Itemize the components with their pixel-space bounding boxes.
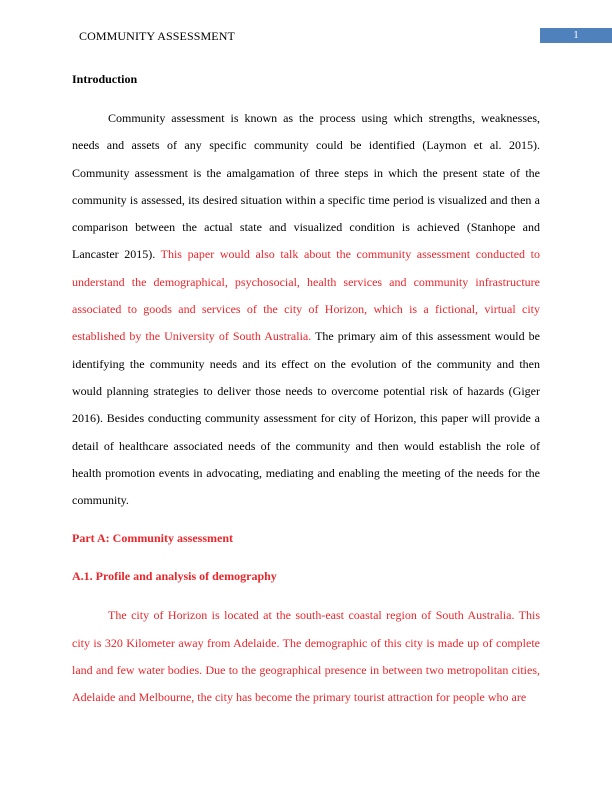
heading-introduction: Introduction bbox=[72, 72, 138, 86]
document-body bbox=[72, 70, 540, 712]
intro-text-3: The primary aim of this assessment would be identifying the community needs and its effect on the evolution of the community and then would planning strategies to deliver those needs to overcome potential risk of hazards (Giger 2016). Besides conducting community assessment for city of Horizon, this paper will provide a detail of healthcare associated needs of the community and then would establish the role of health promotion events in advocating, mediating and enabling the meeting of the needs for the community. bbox=[72, 329, 541, 508]
page-number: 1 bbox=[540, 28, 612, 43]
heading-a1: A.1. Profile and analysis of demography bbox=[72, 569, 277, 584]
paragraph-introduction bbox=[72, 105, 540, 514]
paragraph-a1: The city of Horizon is located at the south-east coastal region of South Australia. This city is 320 Kilometer away from Adelaide. The demographic of this city is made up of complete land and few water bodies. Due to the geographical presence in between two metropolitan cities, Adelaide and Melbourne, the city has become the primary tourist attraction for people who are bbox=[72, 608, 540, 705]
intro-text-2-highlight: This paper would also talk about the community assessment conducted to understand the demographical, psychosocial, health services and community infrastructure associated to goods and services of the city of Horizon, which is a fictional, virtual city established by the University of South Australia. bbox=[72, 247, 540, 344]
running-head: COMMUNITY ASSESSMENT bbox=[79, 29, 235, 43]
heading-part-a: Part A: Community assessment bbox=[72, 531, 233, 546]
intro-text-1: Community assessment is known as the process using which strengths, weaknesses, needs and assets of any specific community could be identified (Laymon et al. 2015). Community assessment is the amalgamation of three steps in which the present state of the community is assessed, its desired situation within a specific time period is visualized and then a comparison between the actual state and visualized condition is achieved (Stanhope and Lancaster 2015). bbox=[72, 111, 540, 262]
